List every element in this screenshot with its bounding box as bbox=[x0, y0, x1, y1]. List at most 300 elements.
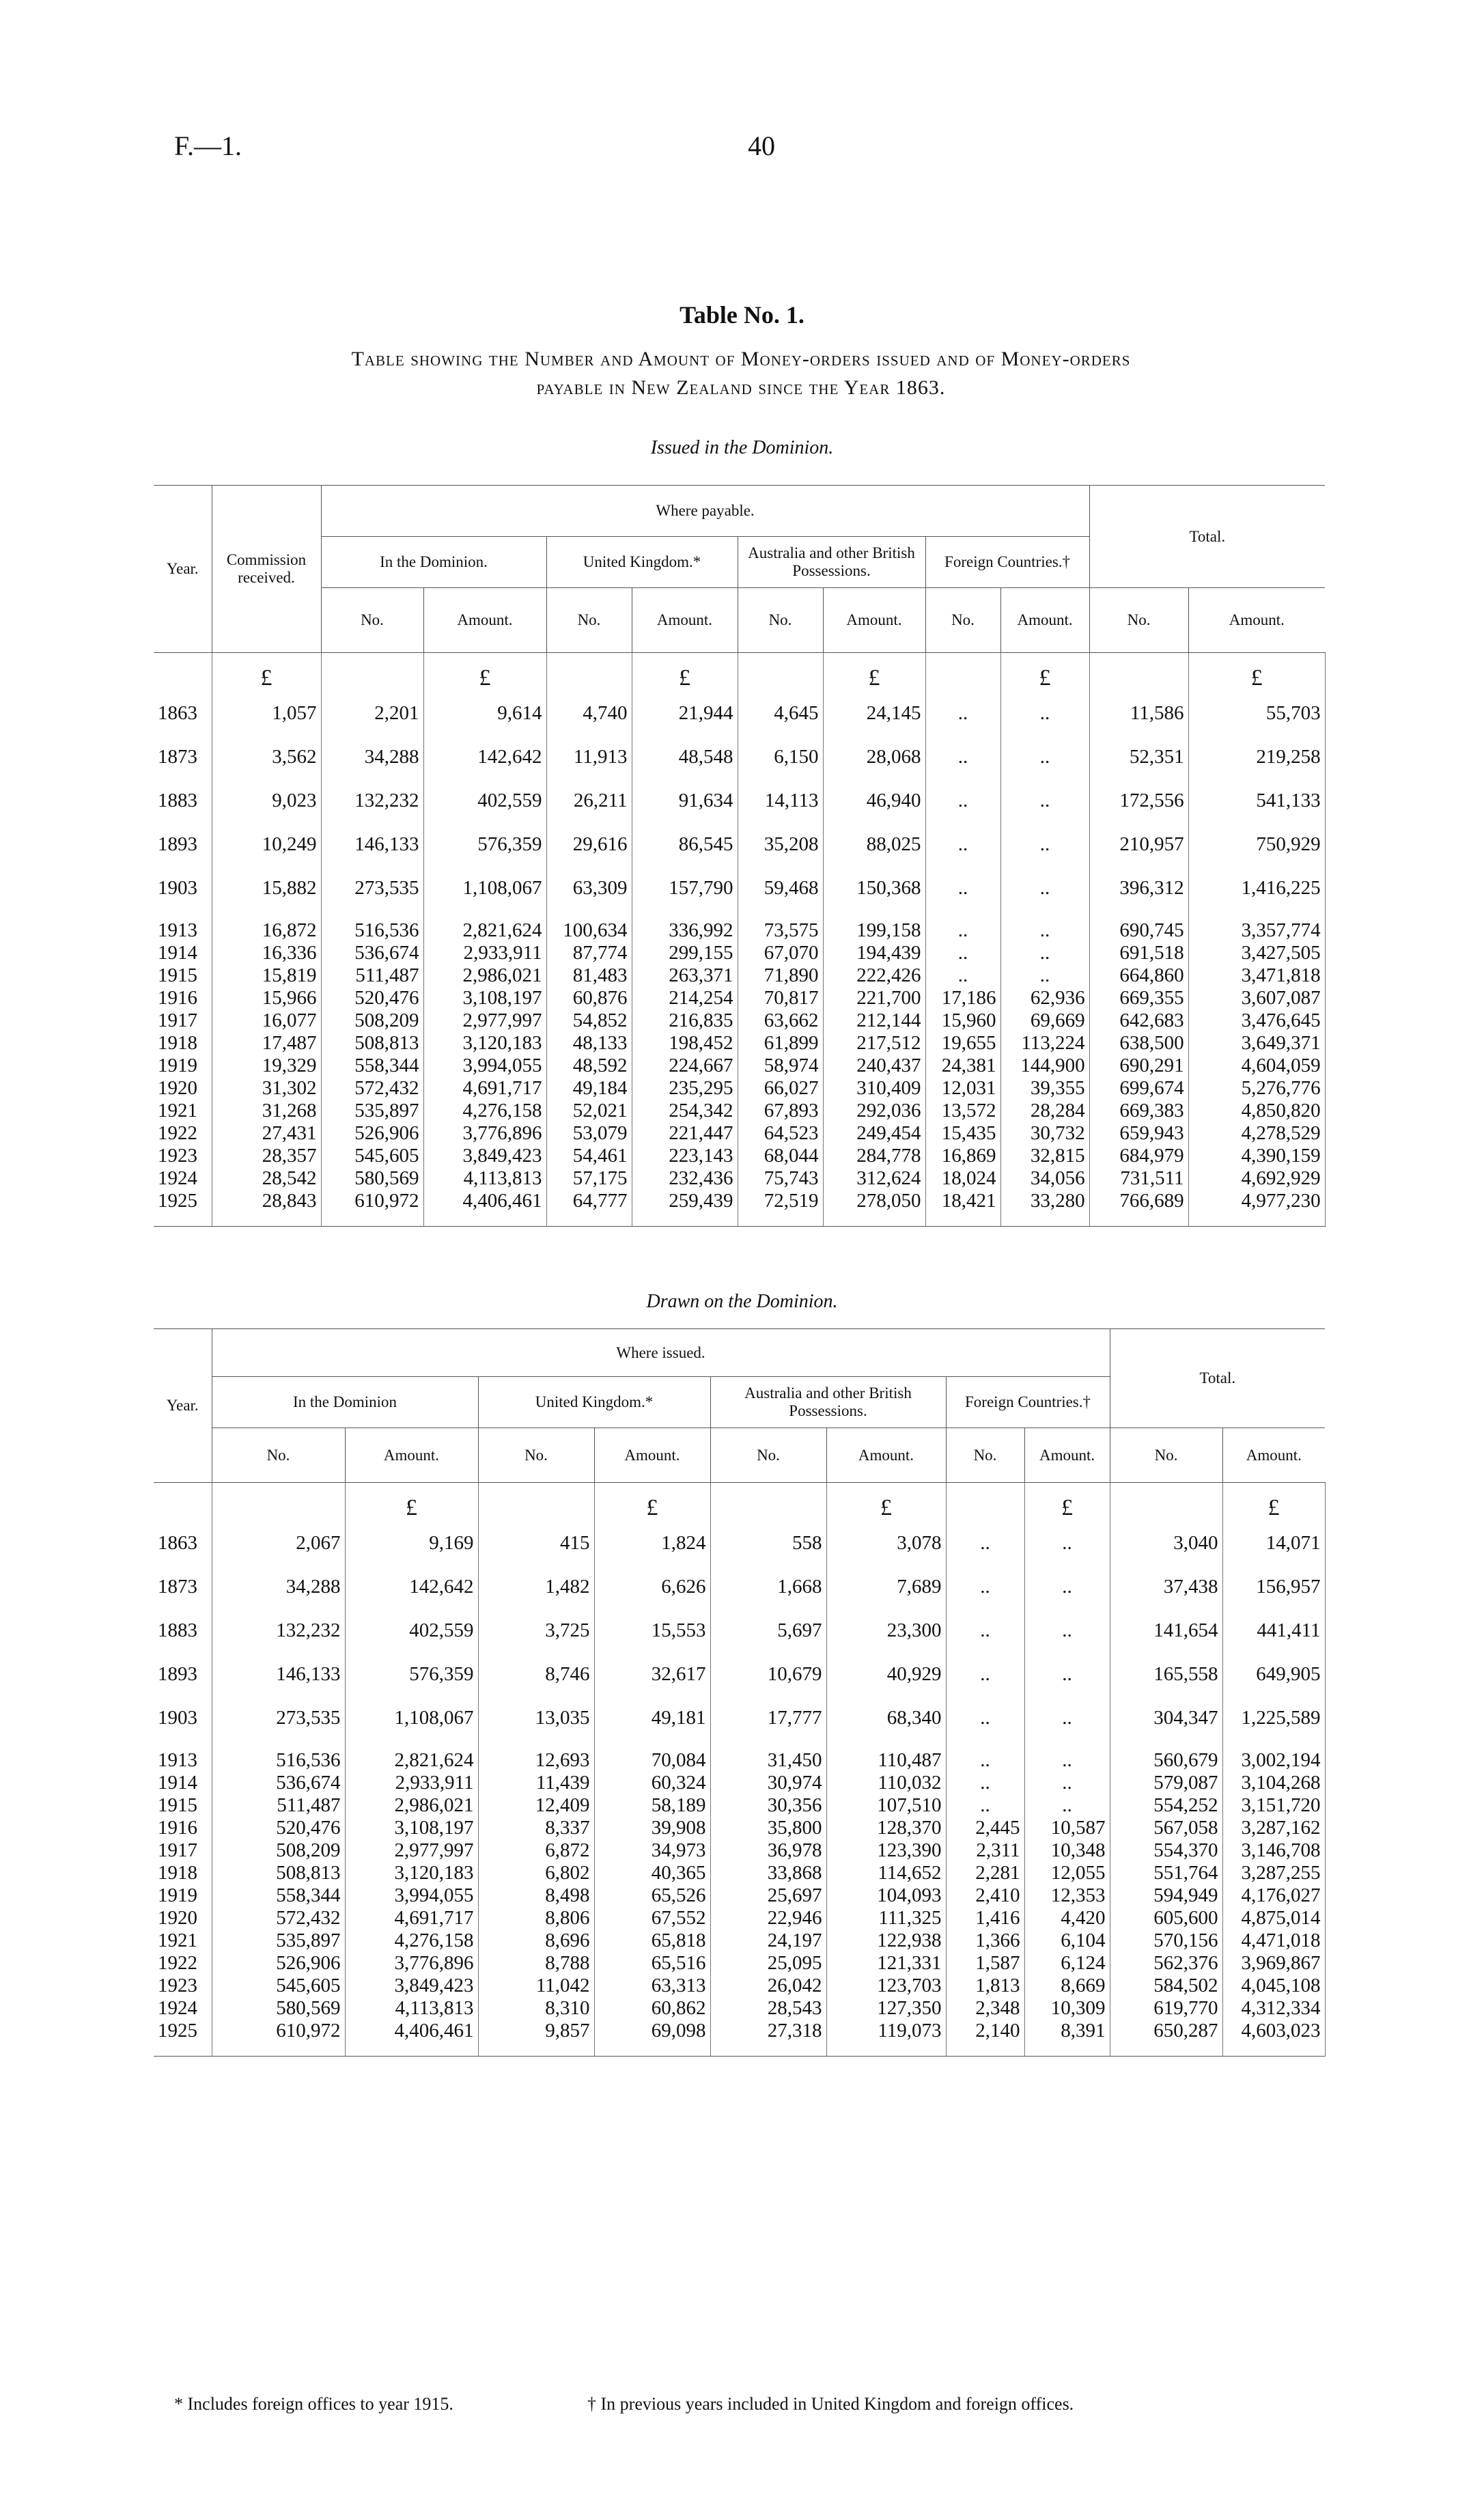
value-cell: 3,120,183 bbox=[423, 1032, 546, 1055]
value-cell: 642,683 bbox=[1089, 1009, 1188, 1032]
year-cell: 1883 bbox=[154, 1608, 212, 1652]
sub-no: No. bbox=[1110, 1428, 1222, 1483]
col-total: Total. bbox=[1089, 486, 1325, 588]
value-cell: 659,943 bbox=[1089, 1122, 1188, 1145]
value-cell: 6,150 bbox=[738, 735, 823, 779]
blank-cell bbox=[823, 1212, 925, 1227]
value-cell: 198,452 bbox=[632, 1032, 738, 1055]
value-cell: 3,725 bbox=[478, 1608, 594, 1652]
value-cell: 2,977,997 bbox=[423, 1009, 546, 1032]
blank-cell bbox=[1089, 653, 1188, 692]
value-cell: 52,351 bbox=[1089, 735, 1188, 779]
value-cell: 13,572 bbox=[925, 1100, 1000, 1122]
value-cell: 19,329 bbox=[212, 1055, 321, 1077]
value-cell: 63,313 bbox=[594, 1975, 710, 1997]
value-cell: 110,487 bbox=[826, 1749, 946, 1772]
table-row bbox=[154, 1952, 1325, 1975]
blank-cell bbox=[1000, 910, 1089, 919]
table-row bbox=[154, 735, 1325, 779]
year-cell: 1922 bbox=[154, 1952, 212, 1975]
value-cell: 750,929 bbox=[1188, 822, 1325, 866]
value-cell: 86,545 bbox=[632, 822, 738, 866]
value-cell: 4,692,929 bbox=[1188, 1167, 1325, 1190]
blank-cell bbox=[478, 1483, 594, 1522]
table-row bbox=[154, 1565, 1325, 1608]
value-cell: 24,197 bbox=[710, 1930, 826, 1952]
value-cell: 81,483 bbox=[546, 964, 632, 987]
value-cell: .. bbox=[925, 779, 1000, 822]
value-cell: 68,340 bbox=[826, 1696, 946, 1740]
blank-cell bbox=[1188, 910, 1325, 919]
value-cell: 64,523 bbox=[738, 1122, 823, 1145]
value-cell: 222,426 bbox=[823, 964, 925, 987]
blank-cell bbox=[738, 1212, 823, 1227]
value-cell: 605,600 bbox=[1110, 1907, 1222, 1930]
value-cell: .. bbox=[1000, 822, 1089, 866]
value-cell: 273,535 bbox=[212, 1696, 345, 1740]
year-cell: 1925 bbox=[154, 1190, 212, 1212]
blank-cell bbox=[632, 1212, 738, 1227]
year-cell: 1863 bbox=[154, 691, 212, 735]
value-cell: 684,979 bbox=[1089, 1145, 1188, 1167]
pound-sign: £ bbox=[1222, 1483, 1325, 1522]
value-cell: 16,336 bbox=[212, 942, 321, 964]
value-cell: 508,209 bbox=[321, 1009, 423, 1032]
table-end bbox=[154, 1212, 1325, 1227]
value-cell: 650,287 bbox=[1110, 2020, 1222, 2042]
value-cell: 567,058 bbox=[1110, 1817, 1222, 1839]
value-cell: 16,077 bbox=[212, 1009, 321, 1032]
value-cell: 49,184 bbox=[546, 1077, 632, 1100]
value-cell: 560,679 bbox=[1110, 1749, 1222, 1772]
value-cell: 6,872 bbox=[478, 1839, 594, 1862]
value-cell: 4,645 bbox=[738, 691, 823, 735]
value-cell: 2,067 bbox=[212, 1521, 345, 1565]
col-uk: United Kingdom.* bbox=[478, 1377, 710, 1428]
value-cell: 71,890 bbox=[738, 964, 823, 987]
value-cell: 4,691,717 bbox=[423, 1077, 546, 1100]
value-cell: 2,311 bbox=[946, 1839, 1024, 1862]
value-cell: .. bbox=[925, 822, 1000, 866]
value-cell: 69,669 bbox=[1000, 1009, 1089, 1032]
value-cell: 11,042 bbox=[478, 1975, 594, 1997]
value-cell: 30,974 bbox=[710, 1772, 826, 1794]
value-cell: 37,438 bbox=[1110, 1565, 1222, 1608]
value-cell: .. bbox=[1000, 919, 1089, 942]
value-cell: .. bbox=[946, 1608, 1024, 1652]
value-cell: 584,502 bbox=[1110, 1975, 1222, 1997]
value-cell: 526,906 bbox=[321, 1122, 423, 1145]
blank-cell bbox=[423, 1212, 546, 1227]
value-cell: 240,437 bbox=[823, 1055, 925, 1077]
value-cell: 669,355 bbox=[1089, 987, 1188, 1009]
value-cell: 3,776,896 bbox=[423, 1122, 546, 1145]
value-cell: 690,745 bbox=[1089, 919, 1188, 942]
blank-cell bbox=[826, 2042, 946, 2057]
year-cell: 1917 bbox=[154, 1839, 212, 1862]
pound-sign: £ bbox=[823, 653, 925, 692]
value-cell: 299,155 bbox=[632, 942, 738, 964]
value-cell: 15,882 bbox=[212, 866, 321, 910]
value-cell: 3,849,423 bbox=[423, 1145, 546, 1167]
value-cell: .. bbox=[1000, 866, 1089, 910]
value-cell: 3,146,708 bbox=[1222, 1839, 1325, 1862]
blank-cell bbox=[738, 910, 823, 919]
value-cell: .. bbox=[925, 942, 1000, 964]
value-cell: 65,526 bbox=[594, 1884, 710, 1907]
row-gap bbox=[154, 1740, 1325, 1749]
table-row bbox=[154, 1749, 1325, 1772]
value-cell: 3,287,162 bbox=[1222, 1817, 1325, 1839]
blank-cell bbox=[154, 910, 212, 919]
value-cell: 32,617 bbox=[594, 1652, 710, 1696]
table-row bbox=[154, 1122, 1325, 1145]
value-cell: 304,347 bbox=[1110, 1696, 1222, 1740]
value-cell: 31,302 bbox=[212, 1077, 321, 1100]
value-cell: 10,679 bbox=[710, 1652, 826, 1696]
value-cell: 336,992 bbox=[632, 919, 738, 942]
value-cell: 312,624 bbox=[823, 1167, 925, 1190]
value-cell: 36,978 bbox=[710, 1839, 826, 1862]
blank-cell bbox=[345, 1740, 478, 1749]
document-reference: F.—1. bbox=[174, 130, 242, 161]
table-row bbox=[154, 1077, 1325, 1100]
value-cell: 516,536 bbox=[212, 1749, 345, 1772]
value-cell: 4,406,461 bbox=[423, 1190, 546, 1212]
value-cell: 34,288 bbox=[212, 1565, 345, 1608]
value-cell: 15,966 bbox=[212, 987, 321, 1009]
value-cell: 310,409 bbox=[823, 1077, 925, 1100]
value-cell: 4,977,230 bbox=[1188, 1190, 1325, 1212]
value-cell: 4,420 bbox=[1024, 1907, 1110, 1930]
pound-sign: £ bbox=[423, 653, 546, 692]
blank-cell bbox=[154, 1212, 212, 1227]
year-cell: 1914 bbox=[154, 942, 212, 964]
value-cell: 691,518 bbox=[1089, 942, 1188, 964]
value-cell: 142,642 bbox=[423, 735, 546, 779]
col-where-payable: Where payable. bbox=[321, 486, 1089, 537]
blank-cell bbox=[212, 1212, 321, 1227]
year-cell: 1924 bbox=[154, 1167, 212, 1190]
value-cell: 107,510 bbox=[826, 1794, 946, 1817]
value-cell: 30,356 bbox=[710, 1794, 826, 1817]
value-cell: 18,421 bbox=[925, 1190, 1000, 1212]
value-cell: 690,291 bbox=[1089, 1055, 1188, 1077]
value-cell: 28,284 bbox=[1000, 1100, 1089, 1122]
value-cell: 70,817 bbox=[738, 987, 823, 1009]
value-cell: 1,482 bbox=[478, 1565, 594, 1608]
value-cell: 15,435 bbox=[925, 1122, 1000, 1145]
value-cell: .. bbox=[946, 1749, 1024, 1772]
value-cell: 1,108,067 bbox=[423, 866, 546, 910]
value-cell: 25,697 bbox=[710, 1884, 826, 1907]
value-cell: 415 bbox=[478, 1521, 594, 1565]
value-cell: 535,897 bbox=[321, 1100, 423, 1122]
value-cell: 72,519 bbox=[738, 1190, 823, 1212]
value-cell: 23,300 bbox=[826, 1608, 946, 1652]
value-cell: 3,108,197 bbox=[423, 987, 546, 1009]
value-cell: 3,562 bbox=[212, 735, 321, 779]
value-cell: 4,390,159 bbox=[1188, 1145, 1325, 1167]
blank-cell bbox=[1222, 2042, 1325, 2057]
pound-sign: £ bbox=[1024, 1483, 1110, 1522]
value-cell: .. bbox=[946, 1772, 1024, 1794]
pound-sign: £ bbox=[212, 653, 321, 692]
year-cell: 1913 bbox=[154, 1749, 212, 1772]
value-cell: 3,104,268 bbox=[1222, 1772, 1325, 1794]
value-cell: 48,592 bbox=[546, 1055, 632, 1077]
footnote-dagger: † In previous years included in United Kingdom and foreign offices. bbox=[587, 2394, 1074, 2414]
value-cell: 8,498 bbox=[478, 1884, 594, 1907]
value-cell: .. bbox=[925, 866, 1000, 910]
value-cell: 25,095 bbox=[710, 1952, 826, 1975]
value-cell: 4,278,529 bbox=[1188, 1122, 1325, 1145]
value-cell: 664,860 bbox=[1089, 964, 1188, 987]
col-dominion: In the Dominion. bbox=[321, 537, 546, 588]
value-cell: 6,626 bbox=[594, 1565, 710, 1608]
sub-amount: Amount. bbox=[632, 588, 738, 653]
value-cell: 576,359 bbox=[423, 822, 546, 866]
value-cell: 5,697 bbox=[710, 1608, 826, 1652]
value-cell: 11,913 bbox=[546, 735, 632, 779]
value-cell: 6,802 bbox=[478, 1862, 594, 1884]
value-cell: 67,552 bbox=[594, 1907, 710, 1930]
value-cell: .. bbox=[1024, 1696, 1110, 1740]
table-row bbox=[154, 1997, 1325, 2020]
year-cell: 1883 bbox=[154, 779, 212, 822]
pound-sign: £ bbox=[345, 1483, 478, 1522]
value-cell: 535,897 bbox=[212, 1930, 345, 1952]
issued-table bbox=[154, 485, 1326, 1227]
value-cell: 520,476 bbox=[321, 987, 423, 1009]
value-cell: 2,201 bbox=[321, 691, 423, 735]
col-foreign: Foreign Countries.† bbox=[946, 1377, 1110, 1428]
value-cell: 11,439 bbox=[478, 1772, 594, 1794]
value-cell: 61,899 bbox=[738, 1032, 823, 1055]
value-cell: 235,295 bbox=[632, 1077, 738, 1100]
value-cell: 8,746 bbox=[478, 1652, 594, 1696]
value-cell: 4,875,014 bbox=[1222, 1907, 1325, 1930]
value-cell: 402,559 bbox=[345, 1608, 478, 1652]
value-cell: 34,288 bbox=[321, 735, 423, 779]
value-cell: .. bbox=[946, 1794, 1024, 1817]
value-cell: 40,365 bbox=[594, 1862, 710, 1884]
table-row bbox=[154, 1100, 1325, 1122]
value-cell: 526,906 bbox=[212, 1952, 345, 1975]
page-number: 40 bbox=[748, 130, 775, 161]
value-cell: 199,158 bbox=[823, 919, 925, 942]
table-row bbox=[154, 1145, 1325, 1167]
value-cell: 12,353 bbox=[1024, 1884, 1110, 1907]
blank-cell bbox=[826, 1740, 946, 1749]
drawn-section-title: Drawn on the Dominion. bbox=[646, 1291, 838, 1312]
value-cell: 28,542 bbox=[212, 1167, 321, 1190]
table-row bbox=[154, 1975, 1325, 1997]
table-row bbox=[154, 1521, 1325, 1565]
value-cell: 146,133 bbox=[212, 1652, 345, 1696]
value-cell: 21,944 bbox=[632, 691, 738, 735]
value-cell: 64,777 bbox=[546, 1190, 632, 1212]
value-cell: 699,674 bbox=[1089, 1077, 1188, 1100]
blank-cell bbox=[823, 910, 925, 919]
value-cell: 91,634 bbox=[632, 779, 738, 822]
value-cell: 34,056 bbox=[1000, 1167, 1089, 1190]
value-cell: 731,511 bbox=[1089, 1167, 1188, 1190]
currency-row bbox=[154, 1483, 1325, 1522]
blank-cell bbox=[594, 2042, 710, 2057]
sub-amount: Amount. bbox=[826, 1428, 946, 1483]
value-cell: 511,487 bbox=[212, 1794, 345, 1817]
value-cell: 594,949 bbox=[1110, 1884, 1222, 1907]
sub-no: No. bbox=[1089, 588, 1188, 653]
value-cell: 121,331 bbox=[826, 1952, 946, 1975]
table-row bbox=[154, 1862, 1325, 1884]
value-cell: 263,371 bbox=[632, 964, 738, 987]
value-cell: .. bbox=[1024, 1565, 1110, 1608]
value-cell: 39,908 bbox=[594, 1817, 710, 1839]
table-row bbox=[154, 1009, 1325, 1032]
col-year: Year. bbox=[154, 1329, 212, 1483]
value-cell: 13,035 bbox=[478, 1696, 594, 1740]
value-cell: 3,649,371 bbox=[1188, 1032, 1325, 1055]
value-cell: 545,605 bbox=[212, 1975, 345, 1997]
value-cell: 259,439 bbox=[632, 1190, 738, 1212]
value-cell: 35,208 bbox=[738, 822, 823, 866]
value-cell: .. bbox=[925, 691, 1000, 735]
sub-amount: Amount. bbox=[1024, 1428, 1110, 1483]
value-cell: 508,209 bbox=[212, 1839, 345, 1862]
value-cell: 55,703 bbox=[1188, 691, 1325, 735]
value-cell: 15,819 bbox=[212, 964, 321, 987]
value-cell: 10,348 bbox=[1024, 1839, 1110, 1862]
sub-amount: Amount. bbox=[1000, 588, 1089, 653]
value-cell: 14,071 bbox=[1222, 1521, 1325, 1565]
value-cell: 3,969,867 bbox=[1222, 1952, 1325, 1975]
value-cell: 22,946 bbox=[710, 1907, 826, 1930]
blank-cell bbox=[710, 2042, 826, 2057]
value-cell: 34,973 bbox=[594, 1839, 710, 1862]
table-row bbox=[154, 1930, 1325, 1952]
value-cell: 610,972 bbox=[212, 2020, 345, 2042]
year-cell: 1916 bbox=[154, 1817, 212, 1839]
blank-cell bbox=[1110, 1483, 1222, 1522]
value-cell: 65,516 bbox=[594, 1952, 710, 1975]
issued-table-body bbox=[154, 653, 1325, 1227]
table-row bbox=[154, 1167, 1325, 1190]
year-cell: 1873 bbox=[154, 735, 212, 779]
value-cell: 24,145 bbox=[823, 691, 925, 735]
value-cell: 580,569 bbox=[321, 1167, 423, 1190]
col-dominion: In the Dominion bbox=[212, 1377, 478, 1428]
value-cell: 520,476 bbox=[212, 1817, 345, 1839]
value-cell: 1,668 bbox=[710, 1565, 826, 1608]
value-cell: 2,977,997 bbox=[345, 1839, 478, 1862]
value-cell: 17,777 bbox=[710, 1696, 826, 1740]
blank-cell bbox=[212, 2042, 345, 2057]
year-cell: 1922 bbox=[154, 1122, 212, 1145]
blank-cell bbox=[478, 2042, 594, 2057]
value-cell: .. bbox=[1024, 1772, 1110, 1794]
value-cell: 572,432 bbox=[321, 1077, 423, 1100]
year-cell: 1893 bbox=[154, 822, 212, 866]
table-row bbox=[154, 1032, 1325, 1055]
table-row bbox=[154, 866, 1325, 910]
table-row bbox=[154, 1772, 1325, 1794]
blank-cell bbox=[946, 1483, 1024, 1522]
value-cell: 4,113,813 bbox=[423, 1167, 546, 1190]
value-cell: 119,073 bbox=[826, 2020, 946, 2042]
col-aus: Australia and other British Possessions. bbox=[738, 537, 925, 588]
table-row bbox=[154, 942, 1325, 964]
blank-cell bbox=[1110, 1740, 1222, 1749]
value-cell: 3,040 bbox=[1110, 1521, 1222, 1565]
value-cell: 619,770 bbox=[1110, 1997, 1222, 2020]
col-foreign: Foreign Countries.† bbox=[925, 537, 1089, 588]
sub-no: No. bbox=[321, 588, 423, 653]
value-cell: 12,409 bbox=[478, 1794, 594, 1817]
value-cell: 576,359 bbox=[345, 1652, 478, 1696]
value-cell: .. bbox=[946, 1521, 1024, 1565]
value-cell: 1,225,589 bbox=[1222, 1696, 1325, 1740]
value-cell: 2,933,911 bbox=[423, 942, 546, 964]
value-cell: 4,603,023 bbox=[1222, 2020, 1325, 2042]
year-cell: 1873 bbox=[154, 1565, 212, 1608]
value-cell: 16,869 bbox=[925, 1145, 1000, 1167]
value-cell: 113,224 bbox=[1000, 1032, 1089, 1055]
value-cell: 610,972 bbox=[321, 1190, 423, 1212]
value-cell: 223,143 bbox=[632, 1145, 738, 1167]
pound-sign: £ bbox=[1000, 653, 1089, 692]
value-cell: 100,634 bbox=[546, 919, 632, 942]
value-cell: 87,774 bbox=[546, 942, 632, 964]
value-cell: 3,151,720 bbox=[1222, 1794, 1325, 1817]
table-row bbox=[154, 1652, 1325, 1696]
value-cell: 8,806 bbox=[478, 1907, 594, 1930]
value-cell: 766,689 bbox=[1089, 1190, 1188, 1212]
value-cell: .. bbox=[1024, 1652, 1110, 1696]
value-cell: 194,439 bbox=[823, 942, 925, 964]
value-cell: 214,254 bbox=[632, 987, 738, 1009]
blank-cell bbox=[1089, 1212, 1188, 1227]
table-row bbox=[154, 1055, 1325, 1077]
value-cell: 3,994,055 bbox=[345, 1884, 478, 1907]
value-cell: 28,357 bbox=[212, 1145, 321, 1167]
value-cell: 254,342 bbox=[632, 1100, 738, 1122]
value-cell: 2,348 bbox=[946, 1997, 1024, 2020]
value-cell: 114,652 bbox=[826, 1862, 946, 1884]
value-cell: 221,447 bbox=[632, 1122, 738, 1145]
value-cell: 545,605 bbox=[321, 1145, 423, 1167]
currency-row bbox=[154, 653, 1325, 692]
value-cell: 27,318 bbox=[710, 2020, 826, 2042]
year-cell: 1913 bbox=[154, 919, 212, 942]
table-row bbox=[154, 2020, 1325, 2042]
value-cell: .. bbox=[1000, 964, 1089, 987]
table-title: Table No. 1. bbox=[680, 301, 804, 329]
sub-amount: Amount. bbox=[1222, 1428, 1325, 1483]
value-cell: 58,974 bbox=[738, 1055, 823, 1077]
blank-cell bbox=[1000, 1212, 1089, 1227]
value-cell: 9,023 bbox=[212, 779, 321, 822]
value-cell: 26,042 bbox=[710, 1975, 826, 1997]
blank-cell bbox=[1188, 1212, 1325, 1227]
value-cell: 142,642 bbox=[345, 1565, 478, 1608]
value-cell: 516,536 bbox=[321, 919, 423, 942]
year-cell: 1863 bbox=[154, 1521, 212, 1565]
value-cell: 30,732 bbox=[1000, 1122, 1089, 1145]
value-cell: 132,232 bbox=[212, 1608, 345, 1652]
value-cell: 69,098 bbox=[594, 2020, 710, 2042]
